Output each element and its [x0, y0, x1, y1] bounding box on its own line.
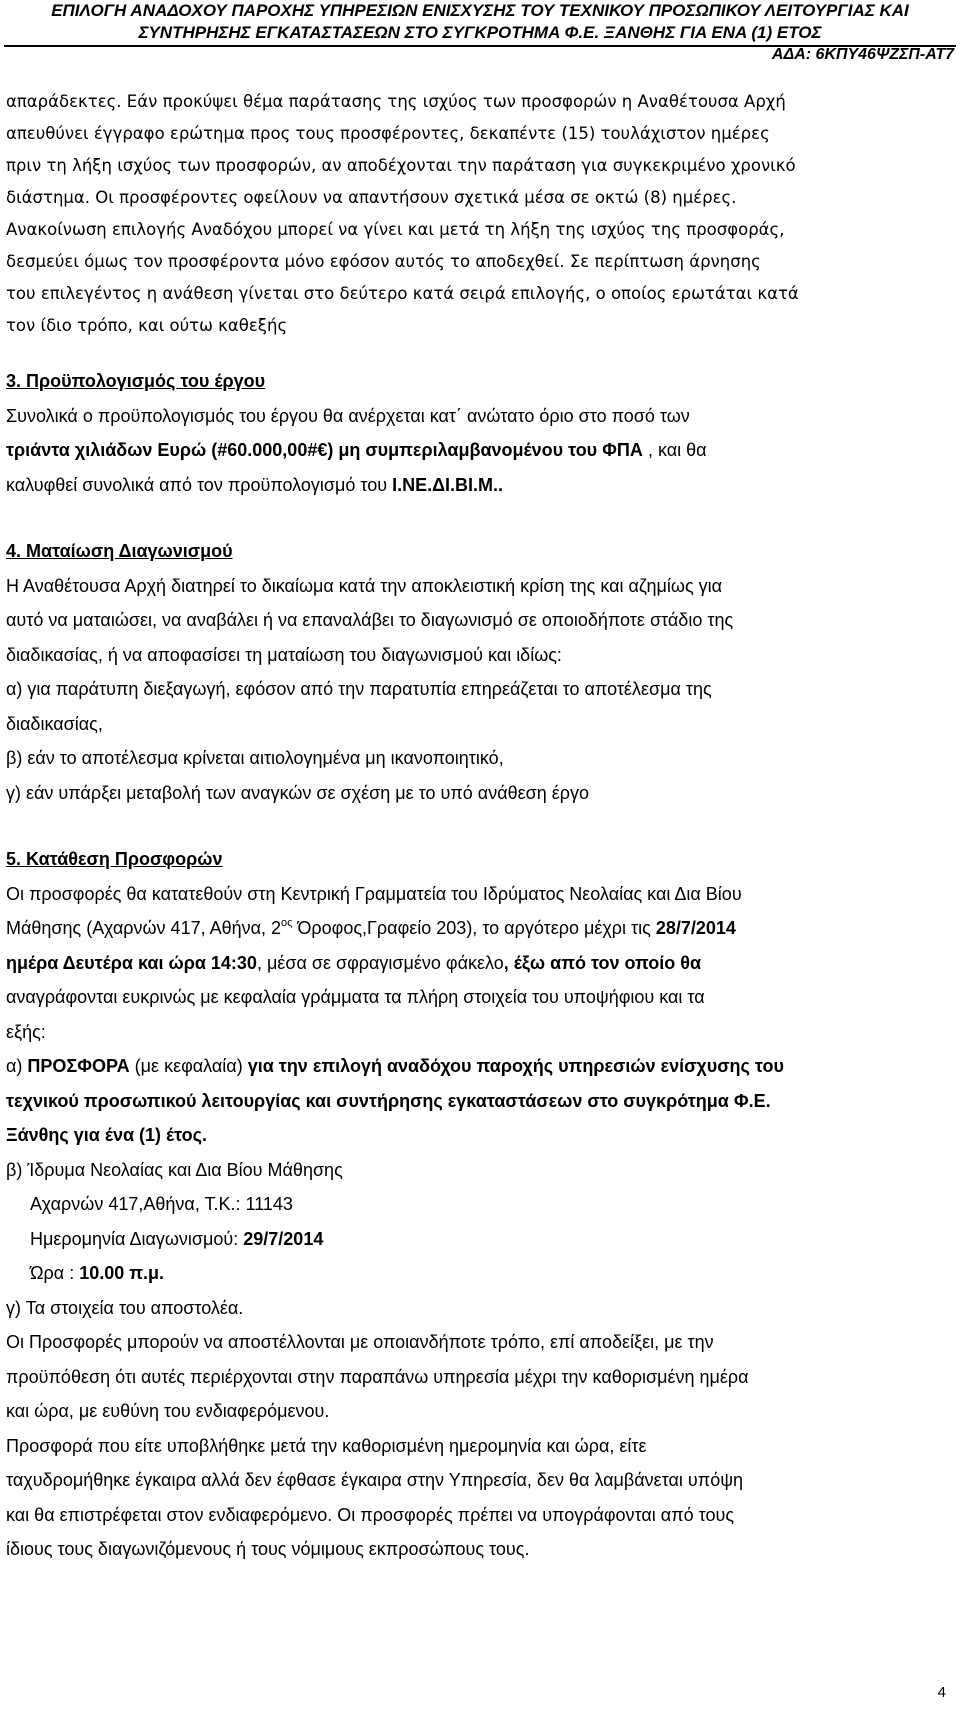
text-line: τριάντα χιλιάδων Ευρώ (#60.000,00#€) μη συμπεριλαμβανομένου του ΦΠΑ , και θα: [6, 440, 707, 460]
page-number: 4: [937, 1684, 946, 1701]
text-line: ημέρα Δευτέρα και ώρα 14:30, μέσα σε σφραγισμένο φάκελο, έξω από τον οποίο θα: [6, 952, 702, 973]
text-line: αυτό να ματαιώσει, να αναβάλει ή να επαναλάβει το διαγωνισμό σε οποιοδήποτε στάδιο της: [6, 610, 734, 630]
text-line: Ανακοίνωση επιλογής Αναδόχου μπορεί να γίνει και μετά τη λήξη της ισχύος της προσφοράς,: [6, 220, 785, 239]
text-line: και θα επιστρέφεται στον ενδιαφερόμενο. Οι προσφορές πρέπει να υπογράφονται από τους: [6, 1504, 735, 1525]
list-item: β) Ίδρυμα Νεολαίας και Δια Βίου Μάθησης: [6, 1159, 343, 1180]
text-line: δεσμεύει όμως τον προσφέροντα μόνο εφόσον αυτός το αποδεχθεί. Σε περίπτωση άρνησης: [6, 252, 761, 271]
text-line: απευθύνει έγγραφο ερώτημα προς τους προσφέροντες, δεκαπέντε (15) τουλάχιστον ημέρες: [6, 124, 770, 143]
header-line-2: ΣΥΝΤΗΡΗΣΗΣ ΕΓΚΑΤΑΣΤΑΣΕΩΝ ΣΤΟ ΣΥΓΚΡΟΤΗΜΑ Φ.Ε. ΞΑΝΘΗΣ ΓΙΑ ΕΝΑ (1) ΕΤΟΣ: [4, 22, 956, 47]
list-item: γ) εάν υπάρξει μεταβολή των αναγκών σε σχέση με το υπό ανάθεση έργο: [6, 782, 590, 803]
text-line: και ώρα, με ευθύνη του ενδιαφερόμενου.: [6, 1401, 330, 1421]
text-line: Προσφορά που είτε υποβλήθηκε μετά την καθορισμένη ημερομηνία και ώρα, είτε: [6, 1435, 647, 1456]
text-line: Οι Προσφορές μπορούν να αποστέλλονται με οποιανδήποτε τρόπο, επί αποδείξει, με την: [6, 1332, 714, 1352]
tender-time-line: Ώρα : 10.00 π.μ.: [30, 1263, 165, 1283]
section-submission: [6, 842, 948, 1567]
text-line: του επιλεγέντος η ανάθεση γίνεται στο δεύτερο κατά σειρά επιλογής, ο οποίος ερωτάται κατά: [6, 284, 799, 303]
tender-date-line: Ημερομηνία Διαγωνισμού: 29/7/2014: [30, 1228, 324, 1249]
section-heading: 3. Προϋπολογισμός του έργου: [6, 371, 266, 391]
address-line: Αχαρνών 417,Αθήνα, Τ.Κ.: 11143: [30, 1194, 293, 1214]
text-line: προϋπόθεση ότι αυτές περιέρχονται στην παραπάνω υπηρεσία μέχρι την καθορισμένη ημέρα: [6, 1366, 749, 1387]
text-line: Ξάνθης για ένα (1) έτος.: [6, 1125, 208, 1145]
text-line: αναγράφονται ευκρινώς με κεφαλαία γράμματα τα πλήρη στοιχεία του υποψήφιου και τα: [6, 987, 705, 1007]
ada-code: ΑΔΑ: 6ΚΠΥ46ΨΖΣΠ-ΑΤ7: [771, 46, 954, 63]
list-item: β) εάν το αποτέλεσμα κρίνεται αιτιολογημένα μη ικανοποιητικό,: [6, 748, 504, 768]
spacer: [6, 502, 948, 534]
section-budget: [6, 364, 948, 502]
text-line: Η Αναθέτουσα Αρχή διατηρεί το δικαίωμα κατά την αποκλειστική κρίση της και αζημίως για: [6, 575, 723, 596]
section-heading: 5. Κατάθεση Προσφορών: [6, 849, 223, 869]
deadline-date: 28/7/2014: [655, 918, 736, 938]
text-line: πριν τη λήξη ισχύος των προσφορών, αν αποδέχονται την παράταση για συγκεκριμένο χρονικό: [6, 156, 796, 175]
text-line: καλυφθεί συνολικά από τον προϋπολογισμό του Ι.ΝΕ.ΔΙ.ΒΙ.Μ..: [6, 474, 504, 495]
text-line: διαδικασίας,: [6, 713, 103, 734]
list-item: α) ΠΡΟΣΦΟΡΑ (με κεφαλαία) για την επιλογή αναδόχου παροχής υπηρεσιών ενίσχυσης του: [6, 1056, 784, 1076]
paragraph-offer-validity: [6, 86, 948, 342]
text-line: εξής:: [6, 1021, 46, 1042]
list-item: γ) Τα στοιχεία του αποστολέα.: [6, 1297, 244, 1318]
text-line: τον ίδιο τρόπο, και ούτω καθεξής: [6, 316, 288, 335]
document-body: [6, 86, 948, 1567]
section-heading: 4. Ματαίωση Διαγωνισμού: [6, 541, 233, 561]
organization-abbr: Ι.ΝΕ.ΔΙ.ΒΙ.Μ..: [392, 474, 504, 495]
text-line: τεχνικού προσωπικού λειτουργίας και συντήρησης εγκαταστάσεων στο συγκρότημα Φ.Ε.: [6, 1090, 771, 1111]
document-header: [0, 0, 960, 47]
budget-amount: τριάντα χιλιάδων Ευρώ (#60.000,00#€) μη συμπεριλαμβανομένου του ΦΠΑ: [6, 440, 643, 460]
text-line: Συνολικά ο προϋπολογισμός του έργου θα ανέρχεται κατ΄ ανώτατο όριο στο ποσό των: [6, 405, 690, 426]
text-line: διάστημα. Οι προσφέροντες οφείλουν να απαντήσουν σχετικά μέσα σε οκτώ (8) ημέρες.: [6, 188, 737, 207]
text-line: Μάθησης (Αχαρνών 417, Αθήνα, $2^{o\varsigma}$ Όροφος,Γραφείο 203), το αργότερο μέχρι τις 28/7/2014: [6, 917, 736, 938]
section-cancellation: [6, 534, 948, 810]
text-line: Οι προσφορές θα κατατεθούν στη Κεντρική Γραμματεία του Ιδρύματος Νεολαίας και Δια Βίου: [6, 883, 742, 904]
list-item: α) για παράτυπη διεξαγωγή, εφόσον από την παρατυπία επηρεάζεται το αποτέλεσμα της: [6, 679, 712, 699]
text-line: ταχυδρομήθηκε έγκαιρα αλλά δεν έφθασε έγκαιρα στην Υπηρεσία, δεν θα λαμβάνεται υπόψη: [6, 1470, 744, 1490]
header-line-1: ΕΠΙΛΟΓΗ ΑΝΑΔΟΧΟΥ ΠΑΡΟΧΗΣ ΥΠΗΡΕΣΙΩΝ ΕΝΙΣΧΥΣΗΣ ΤΟΥ ΤΕΧΝΙΚΟΥ ΠΡΟΣΩΠΙΚΟΥ ΛΕΙΤΟΥΡΓΙΑΣ ΚΑΙ: [51, 1, 909, 20]
spacer: [6, 810, 948, 842]
text-line: απαράδεκτες. Εάν προκύψει θέμα παράτασης της ισχύος των προσφορών η Αναθέτουσα Αρχή: [6, 92, 786, 111]
deadline-day-time: ημέρα Δευτέρα και ώρα 14:30: [6, 952, 257, 973]
spacer: [6, 342, 948, 364]
text-line: ίδιους τους διαγωνιζόμενους ή τους νόμιμους εκπροσώπους τους.: [6, 1539, 530, 1559]
text-line: διαδικασίας, ή να αποφασίσει τη ματαίωση του διαγωνισμού και ιδίως:: [6, 644, 562, 665]
